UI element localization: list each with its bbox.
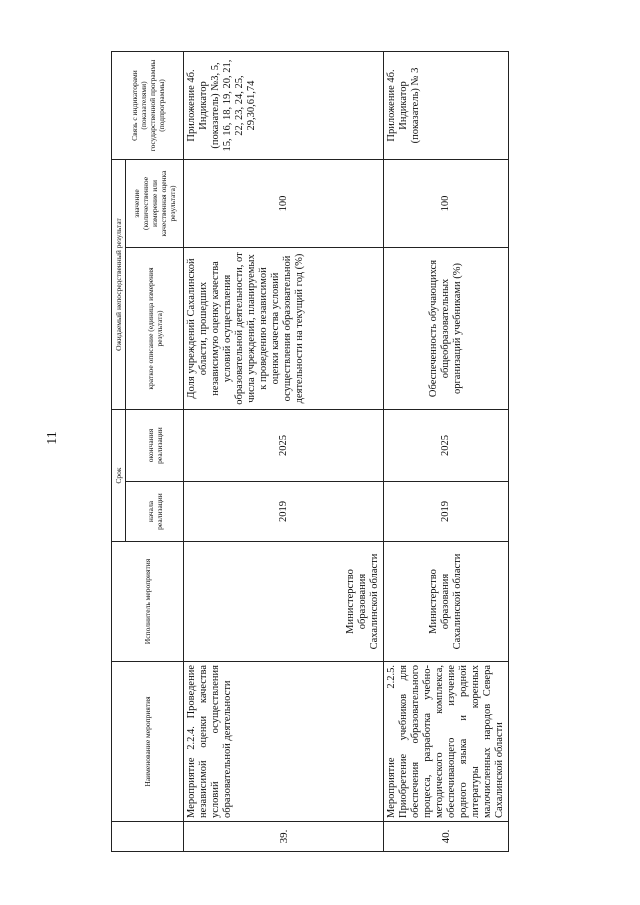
- row-result-desc: Обеспеченность обучающихся общеобразовательных организаций учебниками (%): [384, 248, 509, 410]
- row-link: Приложение 4б. Индикатор (показатель) №3, 5, 15, 16, 18, 19, 20, 21, 22, 23, 24, 25, 29,30,61,74: [184, 52, 384, 160]
- row-executor: Министерство образования Сахалинской области: [184, 542, 384, 662]
- row-end: 2025: [184, 410, 384, 482]
- row-result-value: 100: [384, 160, 509, 248]
- header-link: Связь с индикаторами (показателями) государственной программы (подпрограммы): [112, 52, 184, 160]
- row-result-desc: Доля учреждений Сахалинской области, прошедших независимую оценку качества условий осуществления образовательной деятельности, от числа учреждений, планируемых к проведению независимой оценки качества условий осуществления образовательной деятельности на текущий год (%): [184, 248, 384, 410]
- header-term: Срок: [112, 410, 126, 542]
- rotated-table-wrapper: [111, 52, 505, 852]
- row-link: Приложение 4б. Индикатор (показатель) № 3: [384, 52, 509, 160]
- header-result-desc: краткое описание (единица измерения результата): [126, 248, 184, 410]
- page-number: 11: [45, 431, 60, 445]
- row-executor: Министерство образования Сахалинской области: [384, 542, 509, 662]
- table-row: [184, 52, 384, 852]
- header-num: [112, 822, 184, 852]
- header-result-value: значение (количественное измерение или качественная оценка результата): [126, 160, 184, 248]
- header-executor: Исполнитель мероприятия: [112, 542, 184, 662]
- header-term-end: окончания реализации: [126, 410, 184, 482]
- row-name: Мероприятие 2.2.5. Приобретение учебников для обеспечения образовательного процесса, разработка учебно-методического комплекса, обеспечивающего изучение родного языка и родной литературы коренных малочисленных народов Севера Сахалинской области: [384, 662, 509, 822]
- table-row: [384, 52, 509, 852]
- row-end: 2025: [384, 410, 509, 482]
- row-result-value: 100: [184, 160, 384, 248]
- row-start: 2019: [384, 482, 509, 542]
- activities-table: [111, 51, 509, 852]
- header-row-1: [112, 52, 126, 852]
- header-name: Наименование мероприятия: [112, 662, 184, 822]
- header-term-start: начала реализации: [126, 482, 184, 542]
- row-start: 2019: [184, 482, 384, 542]
- header-result: Ожидаемый непосредственный результат: [112, 160, 126, 410]
- row-number: 40.: [384, 822, 509, 852]
- row-name: Мероприятие 2.2.4. Проведение независимой оценки качества условий осуществления образовательной деятельности: [184, 662, 384, 822]
- row-number: 39.: [184, 822, 384, 852]
